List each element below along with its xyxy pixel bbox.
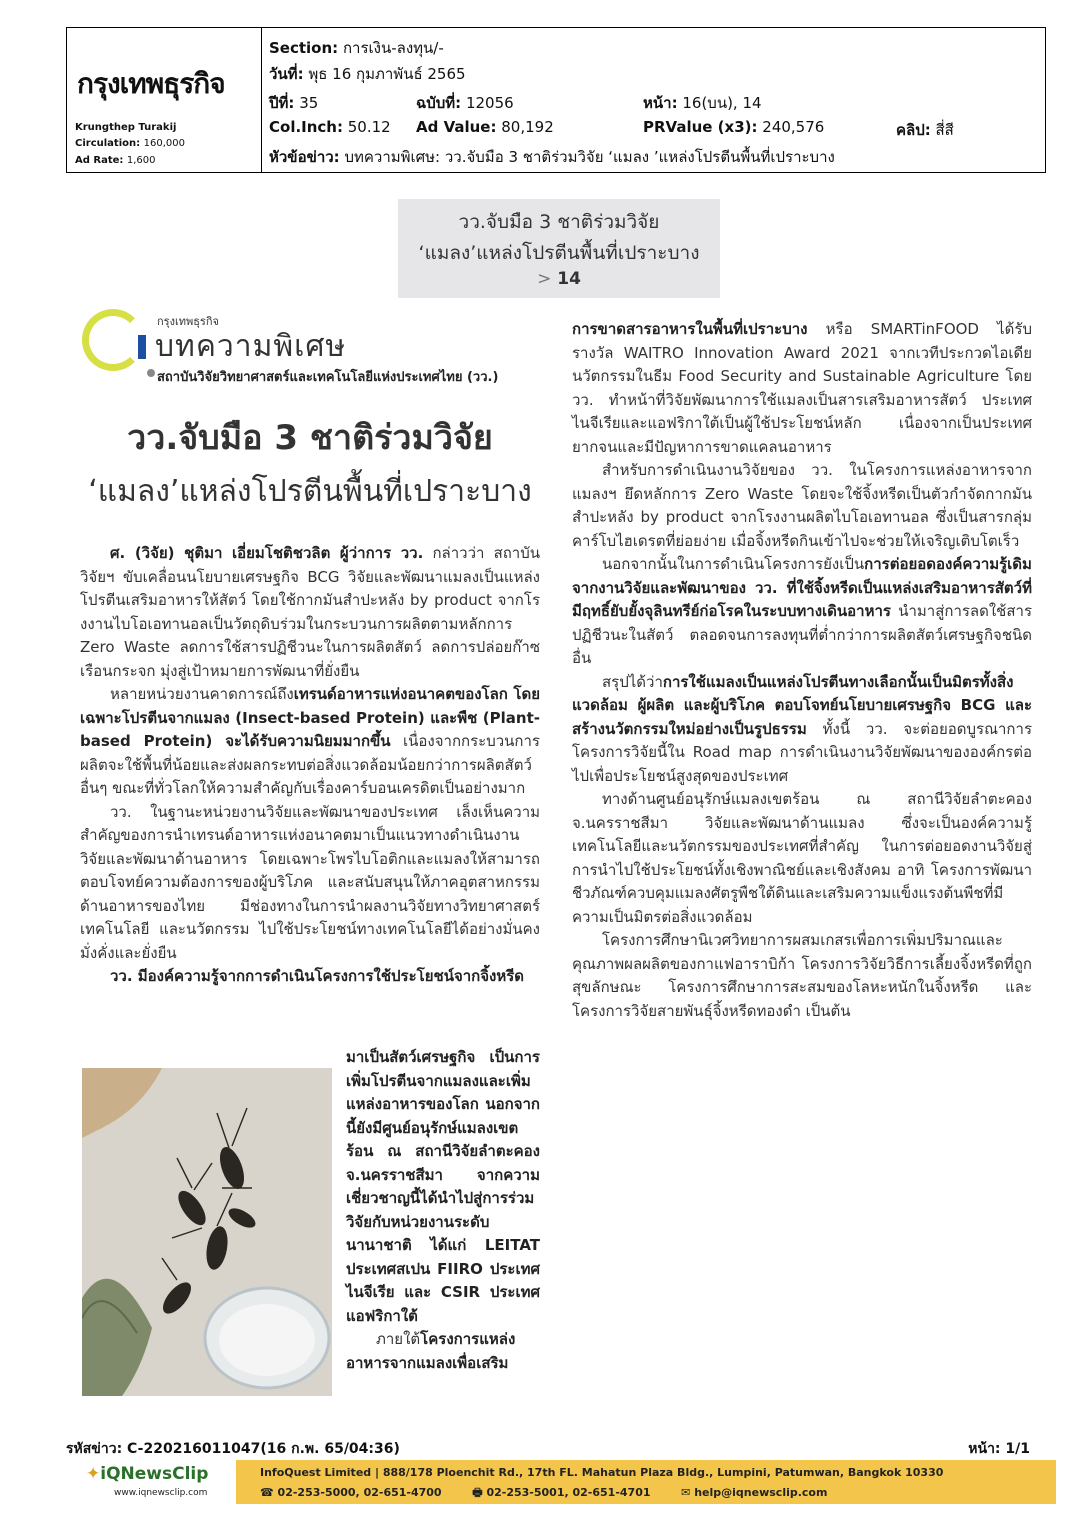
contact-bar (236, 1460, 1056, 1504)
publication-en: Krungthep Turakij (75, 122, 177, 133)
article-column-right (572, 318, 1032, 1023)
year: ปีที่: 35 (269, 94, 319, 112)
publication-name: กรุงเทพธุรกิจ (77, 67, 225, 100)
paragraph: หลายหน่วยงานคาดการณ์ถึงเทรนด์อาหารแห่งอนาคตของโลก โดยเฉพาะโปรตีนจากแมลง (Insect-based Protein) และพืช (Plant-based Protein) จะได้รับความนิยมมากขึ้น เนื่องจากกระบวนการผลิตจะใช้พื้นที่น้อยและส่งผลกระทบต่อสิ่งแวดล้อมน้อยกว่าการผลิตสัตว์อื่นๆ ขณะที่ทั่วโลกให้ความสำคัญกับเรื่องคาร์บอนเครดิตเป็นอย่างมาก (80, 685, 540, 797)
cricket-photo (82, 1068, 332, 1396)
column-logo-ring-icon (82, 309, 144, 371)
ad-value: Ad Value: 80,192 (416, 118, 554, 136)
mail-icon: ✉ (681, 1486, 691, 1499)
column-logo-org: สถาบันวิจัยวิทยาศาสตร์และเทคโนโลยีแห่งประเทศไทย (วว.) (157, 370, 499, 385)
date: วันที่: พุธ 16 กุมภาพันธ์ 2565 (269, 65, 466, 83)
paragraph: มาเป็นสัตว์เศรษฐกิจ เป็นการเพิ่มโปรตีนจากแมลงและเพิ่มแหล่งอาหารของโลก นอกจากนี้ยังมีศูนย์อนุรักษ์แมลงเขตร้อน ณ สถานีวิจัยลำตะคอง จ.นครราชสีมา จากความเชี่ยวชาญนี้ได้นำไปสู่การร่วมวิจัยกับหน่วยงานระดับนานาชาติ ได้แก่ LEITAT ประเทศสเปน FIIRO ประเทศไนจีเรีย และ CSIR ประเทศแอฟริกาใต้ (346, 1048, 540, 1325)
clip-header (66, 27, 1046, 173)
article-title: วว.จับมือ 3 ชาติร่วมวิจัย (127, 418, 493, 458)
clip-type: คลิป: สี่สี (896, 121, 954, 139)
paragraph: สรุปได้ว่าการใช้แมลงเป็นแหล่งโปรตีนทางเลือกนั้นเป็นมิตรทั้งสิ่งแวดล้อม ผู้ผลิต และผู้บริโภค ตอบโจทย์นโยบายเศรษฐกิจ BCG และสร้างนวัตกรรมใหม่อย่างเป็นรูปธรรม ทั้งนี้ วว. จะต่อยอดบูรณาการโครงการวิจัยนี้ใน Road map การดำเนินงานวิจัยพัฒนาขององค์กรต่อไปเพื่อประโยชน์สูงสุดของประเทศ (572, 672, 1032, 785)
email-link[interactable]: help@iqnewsclip.com (694, 1486, 828, 1499)
chevron-right-icon: > (537, 269, 552, 289)
clip-meta (269, 28, 1039, 172)
ad-rate: Ad Rate: 1,600 (75, 155, 156, 166)
article-column-middle (346, 1046, 540, 1375)
pr-value: PRValue (x3): 240,576 (643, 118, 825, 136)
paragraph: ภายใต้โครงการแหล่งอาหารจากแมลงเพื่อเสริม (346, 1330, 516, 1372)
page: หน้า: 16(บน), 14 (643, 94, 762, 112)
col-inch: Col.Inch: 50.12 (269, 118, 391, 136)
article-subtitle: ‘แมลง’แหล่งโปรตีนพื้นที่เปราะบาง (88, 474, 532, 509)
paragraph: วว. มีองค์ความรู้จากการดำเนินโครงการใช้ประโยชน์จากจิ้งหรีด (110, 967, 525, 985)
teaser-page-ref: > 14 (537, 269, 581, 289)
circulation: Circulation: 160,000 (75, 138, 185, 149)
column-logo-bar-icon (138, 335, 146, 359)
teaser-line1: วว.จับมือ 3 ชาติร่วมวิจัย (458, 211, 660, 233)
article-column-left (80, 542, 540, 989)
paragraph: วว. ในฐานะหน่วยงานวิจัยและพัฒนาของประเทศ เล็งเห็นความสำคัญของการนำเทรนด์อาหารแห่งอนาคตมาเป็นแนวทางดำเนินงานวิจัยและพัฒนาด้านอาหาร โดยเฉพาะโพรไบโอติกและแมลงให้สามารถตอบโจทย์ความต้องการของผู้บริโภค และสนับสนุนให้ภาคอุตสาหกรรมด้านอาหารของไทย มีช่องทางในการนำผลงานวิจัยทางวิทยาศาสตร์ เทคโนโลยี และนวัตกรรม ไปใช้ประโยชน์ทางเทคโนโลยีได้อย่างมั่นคง มั่งคั่งและยั่งยืน (80, 802, 540, 962)
iq-logo[interactable]: ✦iQNewsClip (86, 1464, 209, 1484)
fax-numbers: 02-253-5001, 02-651-4701 (486, 1486, 651, 1499)
front-page-teaser (398, 199, 720, 298)
column-logo-title: บทความพิเศษ (155, 329, 347, 364)
teaser-line2: ‘แมลง’แหล่งโปรตีนพื้นที่เปราะบาง (418, 242, 700, 264)
iq-logo-icon: ✦ (86, 1464, 101, 1484)
column-logo-publication: กรุงเทพธุรกิจ (157, 315, 219, 328)
paragraph: นอกจากนั้นในการดำเนินโครงการยังเป็นการต่อยอดองค์ความรู้เดิมจากงานวิจัยและพัฒนาของ วว. ที่ใช้จิ้งหรีดเป็นแหล่งเสริมอาหารสัตว์ที่มีฤทธิ์ยับยั้งจุลินทรีย์ก่อโรคในระบบทางเดินอาหาร นำมาสู่การลดใช้สารปฏิชีวนะในสัตว์ ตลอดจนการลงทุนที่ต่ำกว่าการผลิตสัตว์เศรษฐกิจชนิดอื่น (572, 555, 1032, 667)
publication-box (67, 28, 262, 172)
paragraph: การขาดสารอาหารในพื้นที่เปราะบาง หรือ SMARTinFOOD ได้รับรางวัล WAITRO Innovation Award 2021 จากเวทีประกวดไอเดียนวัตกรรมในธีม Food Security and Sustainable Agriculture โดย วว. ทำหน้าที่วิจัยพัฒนาการใช้แมลงเป็นสารเสริมอาหารสัตว์ ประเทศไนจีเรียและแอฟริกาใต้เป็นผู้ใช้ประโยชน์หลัก เนื่องจากเป็นประเทศยากจนและมีปัญหาการขาดแคลนอาหาร (572, 320, 1032, 456)
phone-icon: ☎ (260, 1486, 274, 1499)
bullet-icon (147, 369, 155, 377)
contact-row (260, 1484, 827, 1503)
paragraph: ศ. (วิจัย) ชุติมา เอี่ยมโชติชวลิต ผู้ว่าการ วว. กล่าวว่า สถาบันวิจัยฯ ขับเคลื่อนนโยบายเศรษฐกิจ BCG วิจัยและพัฒนาแมลงเป็นแหล่งโปรตีนเสริมอาหารให้สัตว์ โดยใช้กากมันสำปะหลัง by product จากโรงงานไบโอเอทานอลเป็นวัตถุดิบร่วมในกระบวนการผลิตตามหลักการ Zero Waste ลดการใช้สารปฏิชีวนะในการผลิตสัตว์ ลดการปล่อยก๊าซเรือนกระจก มุ่งสู่เป้าหมายการพัฒนาที่ยั่งยืน (80, 544, 541, 680)
section: Section: การเงิน-ลงทุน/- (269, 39, 444, 57)
news-code: รหัสข่าว: C-220216011047(16 ก.พ. 65/04:36) (66, 1441, 400, 1457)
issue: ฉบับที่: 12056 (416, 94, 514, 112)
page-count: หน้า: 1/1 (968, 1441, 1030, 1457)
paragraph: ทางด้านศูนย์อนุรักษ์แมลงเขตร้อน ณ สถานีวิจัยลำตะคอง จ.นครราชสีมา วิจัยและพัฒนาด้านแมลง ซึ่งจะเป็นองค์ความรู้ เทคโนโลยีและนวัตกรรมของประเทศที่สำคัญ ในการต่อยอดงานวิจัยสู่การนำไปใช้ประโยชน์ทั้งเชิงพาณิชย์และเชิงสังคม อาทิ โครงการพัฒนาชีวภัณฑ์ควบคุมแมลงศัตรูพืชใต้ดินและเสริมความแข็งแรงต้นพืชที่มีความเป็นมิตรต่อสิ่งแวดล้อม (572, 790, 1032, 926)
phone-numbers: 02-253-5000, 02-651-4700 (277, 1486, 442, 1499)
paragraph: สำหรับการดำเนินงานวิจัยของ วว. ในโครงการแหล่งอาหารจากแมลงฯ ยึดหลักการ Zero Waste โดยจะใช้จิ้งหรีดเป็นตัวกำจัดกากมันสำปะหลัง by product จากโรงงานผลิตไบโอเอทานอล ซึ่งเป็นสารกลุ่มคาร์โบไฮเดรตที่ย่อยง่าย เมื่อจิ้งหรีดกินเข้าไปจะช่วยให้เจริญเติบโตเร็ว (572, 461, 1032, 550)
headline: หัวข้อข่าว: บทความพิเศษ: วว.จับมือ 3 ชาติร่วมวิจัย ‘แมลง ’แหล่งโปรตีนพื้นที่เปราะบาง (269, 148, 835, 166)
cricket-image (82, 1068, 332, 1396)
iq-url[interactable]: www.iqnewsclip.com (114, 1488, 208, 1498)
company-address: InfoQuest Limited | 888/178 Ploenchit Rd., 17th FL. Mahatun Plaza Bldg., Lumpini, Patumwan, Bangkok 10330 (260, 1466, 944, 1479)
fax-icon: 🖶 (472, 1486, 483, 1499)
paragraph: โครงการศึกษานิเวศวิทยาการผสมเกสรเพื่อการเพิ่มปริมาณและคุณภาพผลผลิตของกาแฟอาราบิก้า โครงการวิจัยวิธีการเลี้ยงจิ้งหรีดที่ถูกสุขลักษณะ โครงการศึกษาการสะสมของโลหะหนักในจิ้งหรีด และโครงการวิจัยสายพันธุ์จิ้งหรีดทองดำ เป็นต้น (572, 931, 1032, 1020)
